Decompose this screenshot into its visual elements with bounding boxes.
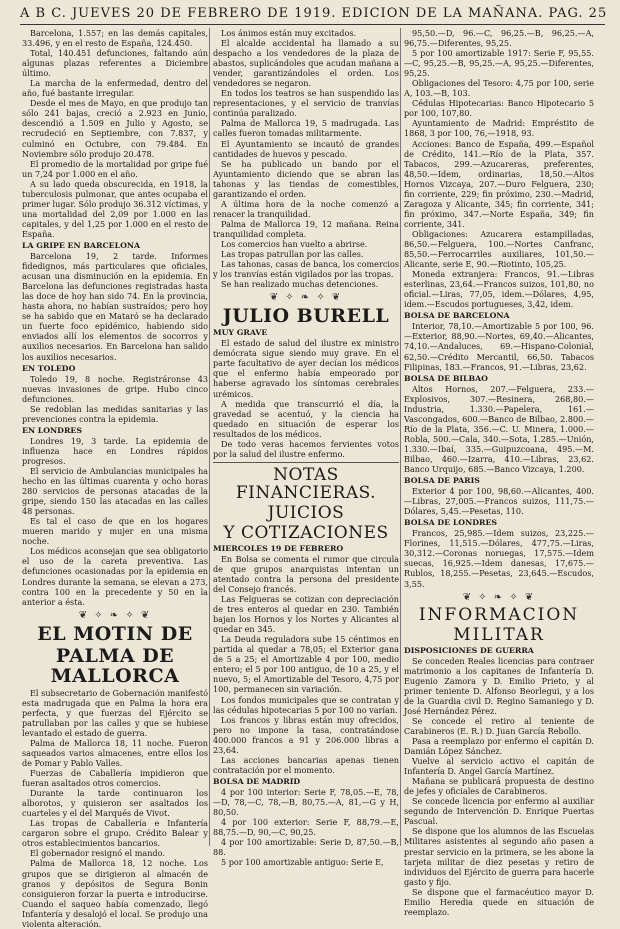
paragraph: Se redoblan las medidas sanitarias y las prevenciones contra la epidemia. [22, 403, 208, 424]
paragraph: Francos, 25,985.—Idem suizos, 23,225.—Florines, 11,515.—Dólares, 477,75.—Liras, 30,312.—Coronas noruegas, 17,575.—Idem suecas, 16,925.—Idem danesas, 17,675.—Rublos, 18,255.—Pesetas, 23,645.—Escudos, 3,55. [404, 528, 594, 589]
column-1 [22, 28, 209, 929]
paragraph: El Ayuntamiento se incautó de grandes cantidades de huevos y pescado. [213, 138, 399, 159]
paragraph: Acciones: Banco de España, 499.—Español de Crédito, 141.—Río de la Plata, 357. Tabacos, 299.—Azucareras, preferentes, 48,50.—Idem, ordinarias, 18,50.—Altos Hornos Vizcaya, 207.—Duro Felguera, 230; fin corriente, 229; fin próximo, 230.—Madrid, Zaragoza y Alicante, 345; fin corriente, 341; fin próximo, 347.—Norte España, 349; fin corriente, 341. [404, 138, 594, 229]
paragraph: Desde el mes de Mayo, en que produjo tan sólo 241 bajas, creció a 2.923 en Junio, descendió a 1.509 en Julio y Agosto, se recrudeció en Septiembre, con 7.837, y culminó en Octubre, con 79.484. En Noviembre sólo produjo 20.478. [22, 98, 208, 159]
paragraph: Palma de Mallorca 18, 11 noche. Fueron saqueados varios almacenes, entre ellos los de Pomar y Pablo Valles. [22, 737, 208, 768]
paragraph: La marcha de la enfermedad, dentro del año, fué bastante irregular. [22, 78, 208, 99]
paragraph: Las Felgueras se cotizan con depreciación de tres enteros al quedar en 230. También bajan los Hornos y los Nortes y Alicantes al quedar en 345. [213, 594, 399, 635]
paragraph: Las tahonas, casas de banca, los comercios y los tranvías están vigilados por las tropas. [213, 259, 399, 280]
article-title-motin: EL MOTIN DE [37, 622, 193, 645]
paragraph: El promedio de la mortalidad por gripe fué un 7,24 por 1.000 en el año. [22, 158, 208, 179]
paragraph: La Deuda reguladora sube 15 céntimos en partida al quedar a 78,05; el Exterior gana de 5 a 25; el Amortizable 4 por 100, medio entero; el 5 por 100 antiguo, de 10 a 25, y el nuevo, 5; el Amortizable del Tesoro, 4,75 por 100, permanecen sin variación. [213, 634, 399, 695]
paragraph: Los médicos aconsejan que sea obligatorio el uso de la careta preventiva. Las defunciones ocasionadas por la epidemia en Londres durante la semana, se elevan a 273, contra 100 en la precedente y 50 en la anterior a ésta. [22, 546, 208, 607]
paragraph: 5 por 100 amortizable antiguo: Serie E, [221, 857, 384, 868]
paragraph: En Bolsa se comenta el rumor que circula de que grupos anarquistas intentan un atentado contra la persona del presidente del Consejo francés. [213, 553, 399, 595]
column-2 [213, 28, 399, 868]
paragraph: Se han realizado muchas detenciones. [221, 279, 379, 290]
paragraph: Se conceden Reales licencias para contraer matrimonio a los capitanes de Infantería D. Eugenio Zamora y D. Emilio Prieto, y al primer teniente D. Alfonso Beorlegui, y a los de la Guardia civil D. Regino Samaniego y D. José Hernández Pérez. [404, 655, 594, 716]
paragraph: Los ánimos están muy excitados. [221, 28, 357, 38]
article-title-cotizaciones: Y COTIZACIONES [223, 522, 389, 543]
page-header: A B C. JUEVES 20 DE FEBRERO DE 1919. EDICION DE LA MAÑANA. PAG. 25 [20, 4, 605, 25]
ornament-divider: ❦ ✧ ❧ ✧ ❦ [462, 591, 536, 603]
column-rule-1 [209, 28, 210, 846]
paragraph: Exterior 4 por 100, 98,60.—Alicantes, 400.—Libras, 27,005.—Francos suizos, 111,75.—Dólares, 5,45.—Pesetas, 110. [404, 486, 594, 517]
paragraph: 4 por 100 interior: Serie F, 78,05.—E, 78,—D, 78,—C, 78,—B, 80,75.—A, 81,—G y H, 80,50. [213, 786, 399, 818]
paragraph: Las tropas de Caballería e Infantería cargaron sobre el grupo. Crédito Balear y otros establecimientos bancarios. [22, 818, 208, 849]
paragraph: El estado de salud del ilustre ex ministro demócrata sigue siendo muy grave. En el parte facultativo de ayer decían los médicos que el enfermo había empeorado por haberse agravado los síntomas cerebrales urémicos. [213, 338, 399, 399]
paragraph: 4 por 100 exterior: Serie F, 88,79.—E, 88,75.—D, 90,—C, 90,25. [213, 817, 399, 838]
paragraph: El gobernador resignó el mando. [30, 848, 165, 859]
paragraph: Mañana se publicará propuesta de destino de jefes y oficiales de Carabineros. [404, 776, 594, 797]
paragraph: De todo veras hacemos fervientes votos por la salud del ilustre enfermo. [213, 438, 399, 459]
paragraph: Interior, 78,10.—Amortizable 5 por 100, 96.—Exterior, 88,90.—Nortes, 69,40.—Alicantes, 74,10.—Andaluces, 69.—Hispano-Colonial, 62,50.—Crédito Mercantil, 66,50. Tabacos Filipinas, 183.—Francos, 91.—Libras, 23,62. [404, 321, 594, 372]
paragraph: Palma de Mallorca 19, 12 mañana. Reina tranquilidad completa. [213, 218, 399, 239]
paragraph: Total, 140.451 defunciones, faltando aún algunas plazas referentes a Diciembre último. [22, 48, 208, 79]
section-financial [213, 462, 399, 542]
paragraph: Obligaciones del Tesoro: 4,75 por 100, serie A, 103.—B, 103. [404, 78, 594, 99]
column-rule-2 [400, 28, 401, 846]
column-3 [404, 28, 594, 917]
paragraph: Toledo 19, 8 noche. Registráronse 43 nuevas invasiones de gripe. Hubo cinco defunciones. [22, 373, 208, 404]
paragraph: A última hora de la noche comenzó a renacer la tranquilidad. [213, 198, 399, 219]
paragraph: Cédulas Hipotecarias: Banco Hipotecario 5 por 100, 107,80. [404, 98, 594, 119]
paragraph: En todos los teatros se han suspendido las representaciones, y el servicio de tranvías continúa paralizado. [213, 88, 399, 119]
paragraph: A medida que transcurrió el día, la gravedad se acentuó, y la ciencia ha quedado en situación de esperar los resultados de los médicos. [213, 398, 399, 439]
subheading-bolsa-londres: BOLSA DE LONDRES [404, 518, 498, 528]
article-title-juicios: JUICIOS [267, 502, 345, 523]
paragraph: Los fondos municipales que se contratan y las cédulas hipotecarias 5 por 100 no varían. [213, 694, 399, 715]
paragraph: Palma de Mallorca 18, 12 noche. Los grupos que se dirigieron al almacén de granos y depósitos de Segura Bonin consiguieron forzar la puerta e introducirse. Cuando el saqueo había comenzado, llegó Infantería y desalojó el local. Se produjo una violenta alteración. [22, 858, 208, 929]
paragraph: Ayuntamiento de Madrid: Empréstito de 1868, 3 por 100, 76,—1918, 93. [404, 118, 594, 139]
paragraph: Se concede el retiro al teniente de Carabineros (E. R.) D. Juan García Rebollo. [404, 715, 594, 736]
paragraph: El alcalde accidental ha llamado a su despacho a los vendedores de la plaza de abastos, suplicándoles que acudan mañana a vender, garantizándoles el orden. Los vendedores se negaron. [213, 38, 399, 89]
paragraph: Vuelve al servicio activo el capitán de Infantería D. Angel García Martínez. [404, 756, 594, 777]
paragraph: Los francos y libras están muy ofrecidos, pero no impone la tasa, contratándose 400.000 francos a 91 y 206.000 libras a 23,64. [213, 714, 399, 755]
paragraph: 5 por 100 amortizable 1917: Serie F, 95,55.—C, 95,25.—B, 95,25.—A, 95,25.—Diferentes, 95,25. [404, 48, 594, 79]
article-title-informacion: INFORMACION [418, 604, 580, 625]
paragraph: 95,50.—D, 96.—C, 96,25.—B, 96,25.—A, 96,75.—Diferentes, 95,25. [404, 28, 594, 49]
article-title-militar: MILITAR [453, 624, 545, 645]
paragraph: Las acciones bancarias apenas tienen contratación por el momento. [213, 754, 399, 775]
subheading-bolsa-paris: BOLSA DE PARIS [404, 476, 480, 486]
paragraph: Altos Hornos, 207.—Felguera, 233.—Explosivos, 307.—Resinera, 268,80.—Industria, 1.330.—Papelera, 161.—Vascongados, 600.—Banco de Bilbao, 2.800.—Río de la Plata, 356.—C. U. Minera, 1.000.—Robla, 500.—Cala, 340.—Sota, 1.285.—Unión, 1.330.—Ibaí, 335.—Guipuzcoana, 495.—M. Bilbao, 460.—Izarra, 410.—Libras, 23,62. Banco Urquijo, 685.—Banco Vizcaya, 1.200. [404, 383, 594, 475]
subheading-londres: EN LONDRES [22, 425, 82, 435]
subheading-bolsa-barcelona: BOLSA DE BARCELONA [404, 311, 510, 321]
article-title-notas-financieras: NOTAS FINANCIERAS. [235, 464, 377, 503]
subheading-bolsa-madrid: BOLSA DE MADRID [213, 776, 301, 786]
paragraph: Fuerzas de Caballería impidieron que fueran asaltados otros comercios. [22, 768, 208, 789]
paragraph: Las tropas patrullan por las calles. [221, 249, 364, 260]
subheading-gripe-barcelona: LA GRIPE EN BARCELONA [22, 240, 141, 250]
article-title-palma: PALMA DE MALLORCA [50, 644, 180, 687]
paragraph: Barcelona, 1.557; en las demás capitales, 33.496, y en el resto de España, 124.450. [22, 28, 208, 49]
paragraph: Palma de Mallorca 19, 5 madrugada. Las calles fueron tomadas militarmente. [213, 118, 399, 139]
paragraph: Londres 19, 3 tarde. La epidemia de influenza hace en Londres rápidos progresos. [22, 435, 208, 466]
paragraph: Obligaciones: Azucarera estampilladas, 86,50.—Felguera, 100.—Nortes Canfranc, 85,50.—Ferrocarriles auxiliares, 101,50.—Alicante, serie E, 90.—Riotinto, 105,25. [404, 228, 594, 270]
paragraph: Se concede licencia por enfermo al auxiliar segundo de Intervención D. Enrique Puertas Pascual. [404, 796, 594, 827]
paragraph: Barcelona 19, 2 tarde. Informes fidedignos, más particulares que oficiales, acusan una disminución en la epidemia. En Barcelona las defunciones registradas hasta las doce de hoy han sido 74. En la provincia, hasta ahora, no habían sustraídos; pero hoy se ha sabido que en Mataró se ha declarado un fuerte foco epidémico, habiendo sido enviados allí los elementos de socorros y auxilios necesarios. En Barcelona han salido los auxilios necesarios. [22, 251, 208, 362]
paragraph: 4 por 100 amortizable: Serie D, 87,50.—B, 88. [213, 837, 399, 858]
article-title-julio-burell: JULIO BURELL [222, 305, 390, 328]
subheading-disposiciones: DISPOSICIONES DE GUERRA [404, 645, 534, 655]
paragraph: A su lado queda obscurecida, en 1918, la tuberculosis pulmonar, que antes ocupaba el primer lugar. Sólo produjo 36.312 víctimas, y una mortalidad del 2,09 por 1.000 en las capitales, y del 1,25 por 1.000 en el resto de España. [22, 178, 209, 239]
subheading-bolsa-bilbao: BOLSA DE BILBAO [404, 373, 488, 383]
ornament-divider: ❦ ✧ ❧ ✧ ❦ [78, 609, 152, 621]
ornament-divider: ❦ ✧ ❧ ✧ ❦ [269, 292, 343, 304]
paragraph: Se ha publicado un bando por el Ayuntamiento diciendo que se abran las tahonas y las tiendas de comestibles, garantizando el orden. [213, 158, 399, 199]
paragraph: Los comercios han vuelto a abrirse. [221, 238, 368, 249]
subheading-muy-grave: MUY GRAVE [213, 328, 268, 338]
paragraph: El subsecretario de Gobernación manifestó esta madrugada que en Palma la hora era perfecta, y que fuerzas del Ejército se patrullaban por las calles y que se hubiese levantado el estado de guerra. [22, 687, 208, 738]
paragraph: Se dispone que el farmacéutico mayor D. Emilio Heredia quede en situación de reemplazo. [404, 886, 594, 917]
paragraph: Pasa a reemplazo por enfermo el capitán D. Damián López Sánchez. [404, 736, 594, 757]
paragraph: Se dispone que los alumnos de las Escuelas Militares asistentes al segundo año pasen a prestar servicio en la primera, se les abone la tarjeta militar de diez pesetas y retiro de individuos del Ejército de guerra para hacerle gasto y fijo. [404, 826, 594, 887]
subheading-date: MIERCOLES 19 DE FEBRERO [213, 543, 344, 553]
subheading-toledo: EN TOLEDO [22, 363, 76, 373]
paragraph: El servicio de Ambulancias municipales ha hecho en las últimas cuarenta y ocho horas 280 servicios de personas atacadas de la gripe, siendo 150 las atacadas en las calles 48 personas. [22, 466, 208, 517]
paragraph: Moneda extranjera: Francos, 91.—Libras esterlinas, 23,64.—Francos suizos, 101,80, no oficial.—Liras, 77,05, idem.—Dólares, 4,95, idem.—Escudos portugueses, 3,42, idem. [404, 269, 594, 310]
paragraph: Es tal el caso de que en los hogares mueren marido y mujer en una misma noche. [22, 516, 208, 547]
paragraph: Durante la tarde continuaron los alborotos, y quisieron ser asaltados los cuarteles y el del Marqués de Vivot. [22, 788, 208, 819]
